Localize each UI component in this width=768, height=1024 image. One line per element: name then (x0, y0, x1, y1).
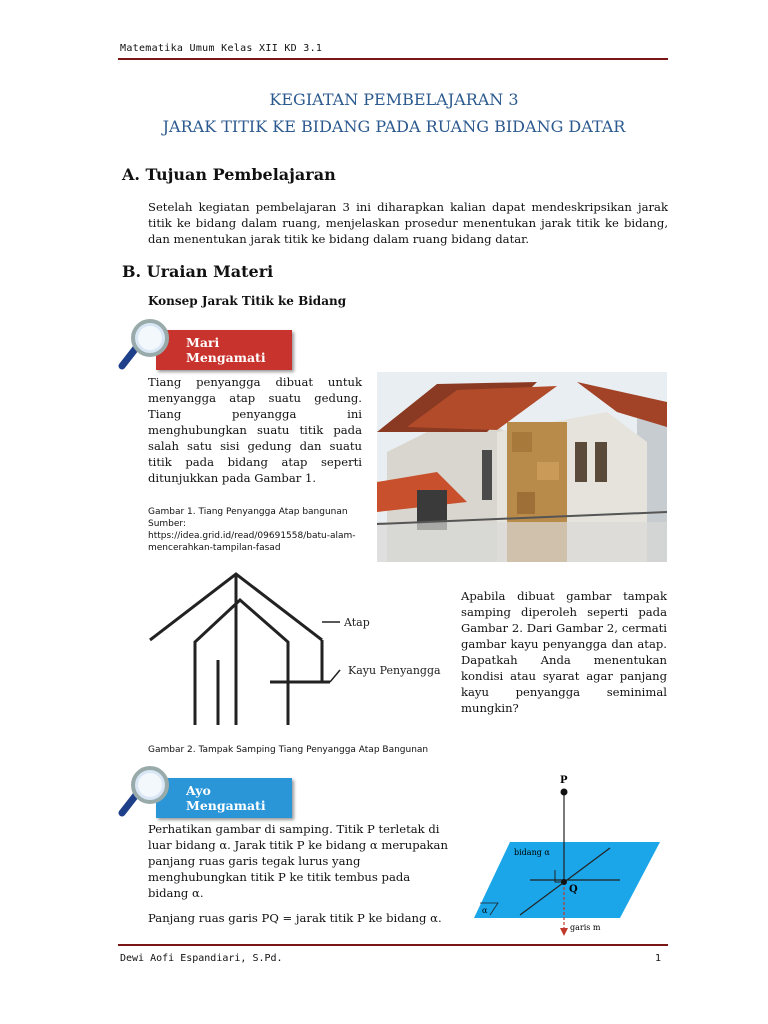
header-rule (118, 58, 668, 60)
label-atap: Atap (344, 616, 370, 629)
label-q: Q (569, 884, 578, 895)
magnifier-icon (118, 318, 178, 374)
lesson-subtitle: JARAK TITIK KE BIDANG PADA RUANG BIDANG DATAR (162, 117, 626, 136)
label-bidang: bidang α (514, 848, 550, 857)
label-p: P (560, 775, 568, 786)
figure1-caption-url: https://idea.grid.id/read/09691558/batu-alam-mencerahkan-tampilan-fasad (148, 531, 356, 553)
figure1-caption-title: Gambar 1. Tiang Penyangga Atap bangunan (148, 507, 348, 517)
lesson-title: KEGIATAN PEMBELAJARAN 3 (269, 90, 519, 109)
ayo-mengamati-label: Ayo Mengamati (156, 778, 292, 818)
figure2-caption: Gambar 2. Tampak Samping Tiang Penyangga Atap Bangunan (148, 745, 429, 755)
section-b-subheading: Konsep Jarak Titik ke Bidang (148, 294, 347, 308)
point-p (561, 789, 568, 796)
plane-diagram (470, 770, 670, 940)
figure1-caption-source-label: Sumber: (148, 519, 187, 529)
page-header: Matematika Umum Kelas XII KD 3.1 (120, 43, 323, 54)
mari-text: Tiang penyangga dibuat untuk menyangga atap suatu gedung. Tiang penyangga ini menghubungkan suatu titik pada salah satu sisi gedung dan suatu titik pada bidang atap seperti ditunjukkan pada Gambar 1. (148, 375, 362, 485)
footer-author: Dewi Aofi Espandiari, S.Pd. (120, 953, 283, 964)
mari-mengamati-label: Mari Mengamati (156, 330, 292, 370)
point-q (561, 879, 567, 885)
figure2-text: Apabila dibuat gambar tampak samping diperoleh seperti pada Gambar 2. Dari Gambar 2, cermati gambar kayu penyangga dan atap. Dapatkah Anda menentukan kondisi atau syarat agar panjang kayu penyangga seminimal mungkin? (461, 589, 667, 715)
label-kayu-penyangga: Kayu Penyangga (348, 664, 441, 677)
figure1-caption (148, 506, 368, 554)
magnifier-icon (118, 765, 178, 821)
figure2-diagram (140, 570, 460, 740)
ayo-text-2: Panjang ruas garis PQ = jarak titik P ke bidang α. (148, 911, 442, 925)
ayo-text: Perhatikan gambar di samping. Titik P terletak di luar bidang α. Jarak titik P ke bidang α merupakan panjang ruas garis tegak lurus yang menghubungkan titik P ke titik tembus pada bidang α. (148, 822, 448, 900)
ayo-mengamati-banner (118, 765, 308, 817)
label-garis: garis m (570, 923, 601, 932)
section-a-heading: A. Tujuan Pembelajaran (122, 165, 336, 184)
section-a-body: Setelah kegiatan pembelajaran 3 ini diharapkan kalian dapat mendeskripsikan jarak titik ke bidang dalam ruang, menjelaskan prosedur menentukan jarak titik ke bidang, dan menentukan jarak titik ke bidang dalam ruang bidang datar. (148, 200, 668, 246)
label-alpha: α (482, 906, 488, 915)
mari-mengamati-banner (118, 318, 308, 370)
page-number: 1 (655, 953, 662, 964)
section-b-heading: B. Uraian Materi (122, 262, 274, 281)
footer-rule (118, 944, 668, 946)
building-photo (377, 372, 667, 562)
